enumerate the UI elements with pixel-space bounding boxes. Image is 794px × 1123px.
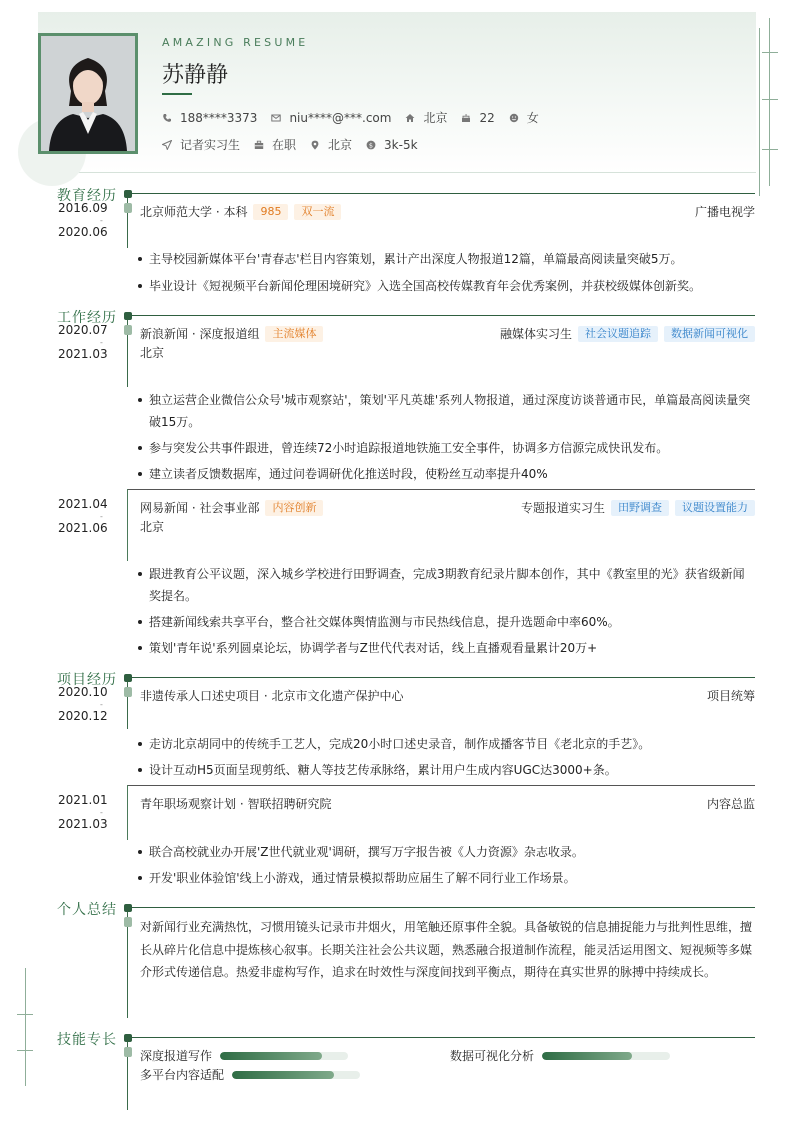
age-info [461,111,494,125]
contact-row [162,109,553,126]
role-group [521,499,755,516]
skill-tag: 数据新闻可视化 [664,326,755,342]
gender-text: 女 [526,111,539,125]
skill-item [140,1066,360,1083]
residence-text: 北京 [423,111,448,125]
project-end-date: 2020.12 [58,709,108,723]
entry-divider [128,489,755,490]
date-separator: - [100,338,103,347]
gender-info [509,109,539,126]
salary-text: 3k-5k [384,137,418,152]
smile-icon [509,113,519,123]
email-text: niu****@***.com [289,110,392,125]
entry-marker [124,325,132,335]
project-role: 内容总监 [706,797,755,811]
section-marker [124,904,132,912]
school-tag: 985 [253,204,288,220]
work-bullet: 搭建新闻线索共享平台，整合社交媒体舆情监测与市民热线信息，提升选题命中率60%。 [137,611,755,633]
status-text: 在职 [272,138,297,152]
briefcase-icon [254,140,264,150]
job-role: 融媒体实习生 [499,327,572,341]
skill-level-fill [542,1052,632,1060]
edu-end-date: 2020.06 [58,225,108,239]
project-title: 青年职场观察计划 · 智联招聘研究院 [140,797,332,811]
work-end-date: 2021.03 [58,347,108,361]
location-pin-icon [310,140,320,150]
svg-text:$: $ [368,140,374,149]
work-bullet: 参与突发公共事件跟进，曾连续72小时追踪报道地铁施工安全事件，协调多方信源完成快讯发布。 [137,437,755,459]
timeline-line [127,912,128,1018]
candidate-name: 苏静静 [162,63,229,88]
age-text: 22 [479,110,495,125]
project-start-date: 2021.01 [58,793,108,807]
skill-level-fill [232,1071,334,1079]
phone-text: 188****3373 [180,110,258,125]
work-city: 北京 [140,346,165,360]
phone-info [162,111,257,125]
profile-photo [38,33,138,154]
email-info [271,111,391,125]
section-divider [128,677,755,678]
work-bullet: 跟进教育公平议题，深入城乡学校进行田野调查，完成3期教育纪录片脚本创作，其中《教室里的光》获省级新闻奖提名。 [137,563,755,607]
section-title-education: 教育经历 [57,188,117,204]
mail-icon [271,113,281,123]
decor-line [17,1014,33,1015]
project-start-date: 2020.10 [58,685,108,699]
skill-item [450,1047,670,1064]
work-end-date: 2021.06 [58,521,108,535]
company-name: 网易新闻 · 社会事业部 [140,501,260,515]
education-bullet: 毕业设计《短视频平台新闻伦理困境研究》入选全国高校传媒教育年会优秀案例，并获校级媒体创新奖。 [137,275,755,297]
decor-line [762,52,778,53]
decor-line [17,1050,33,1051]
education-bullet: 主导校园新媒体平台'青春志'栏目内容策划，累计产出深度人物报道12篇，单篇最高阅读量突破5万。 [137,248,755,270]
skill-level-bar [232,1071,360,1079]
residence-info [405,109,447,126]
position-text: 记者实习生 [180,138,241,152]
section-title-summary: 个人总结 [57,902,117,918]
project-end-date: 2021.03 [58,817,108,831]
resume-tagline: AMAZING RESUME [162,36,309,49]
skill-item [140,1047,348,1064]
work-bullet: 建立读者反馈数据库，通过问卷调研优化推送时段，使粉丝互动率提升40% [137,463,755,485]
entry-marker [124,203,132,213]
timeline-line [127,489,128,561]
job-role: 专题报道实习生 [520,501,605,515]
skill-level-bar [220,1052,348,1060]
work-start-date: 2021.04 [58,497,108,511]
section-marker [124,190,132,198]
section-divider [128,1037,755,1038]
decor-line [762,99,778,100]
project-bullet: 设计互动H5页面呈现剪纸、糖人等技艺传承脉络，累计用户生成内容UGC达3000+条。 [137,759,755,781]
edu-start-date: 2016.09 [58,201,108,215]
section-marker [124,1034,132,1042]
section-title-skills: 技能专长 [57,1032,117,1048]
company-name: 新浪新闻 · 深度报道组 [140,327,260,341]
city-text: 北京 [328,138,353,152]
work-bullet: 策划'青年说'系列圆桌论坛，协调学者与Z世代代表对话，线上直播观看量累计20万+ [137,637,755,659]
skill-tag: 议题设置能力 [675,500,755,516]
skill-level-bar [542,1052,670,1060]
coin-icon [366,140,376,150]
major: 广播电视学 [694,205,755,219]
skill-name: 多平台内容适配 [140,1068,225,1082]
timeline-line [127,785,128,840]
section-divider [128,315,755,316]
skill-tag: 社会议题追踪 [578,326,658,342]
section-title-projects: 项目经历 [57,672,117,688]
date-separator: - [100,700,103,709]
date-separator: - [100,808,103,817]
job-intent-row [162,136,432,153]
company-tag: 内容创新 [265,500,323,516]
company-tag: 主流媒体 [265,326,323,342]
project-header [140,687,755,704]
skill-name: 深度报道写作 [140,1049,213,1063]
date-separator: - [100,216,103,225]
skill-level-fill [220,1052,322,1060]
entry-marker [124,687,132,697]
work-header [140,499,755,516]
project-header [140,795,755,812]
work-start-date: 2020.07 [58,323,108,337]
salary-info [366,138,418,152]
work-header [140,325,755,342]
city-info [310,136,352,153]
phone-icon [162,113,172,123]
work-bullet: 独立运营企业微信公众号'城市观察站'，策划'平凡英雄'系列人物报道，通过深度访谈普通市民，单篇最高阅读量突破15万。 [137,389,755,433]
status-info [254,136,296,153]
project-bullet: 走访北京胡同中的传统手工艺人，完成20小时口述史录音，制作成播客节目《老北京的手艺》。 [137,733,755,755]
header-divider [38,172,756,173]
section-title-work: 工作经历 [57,310,117,326]
summary-text: 对新闻行业充满热忱，习惯用镜头记录市井烟火，用笔触还原事件全貌。具备敏锐的信息捕捉能力与批判性思维，擅长从碎片化信息中提炼核心叙事。长期关注社会公共议题，熟悉融合报道制作流程，能灵活运用图文、短视频等多媒介形式传递信息。热爱非虚构写作，追求在时效性与深度间找到平衡点，期待在真实世界的脉搏中持续成长。 [140,920,753,979]
project-bullet: 开发'职业体验馆'线上小游戏，通过情景模拟帮助应届生了解不同行业工作场景。 [137,867,755,889]
project-title: 非遗传承人口述史项目 · 北京市文化遗产保护中心 [140,689,404,703]
entry-marker [124,917,132,927]
work-city: 北京 [140,520,165,534]
decor-line [759,28,760,196]
section-marker [124,312,132,320]
cake-icon [461,113,471,123]
project-role: 项目统筹 [706,689,755,703]
entry-divider [128,785,755,786]
decor-line [762,149,778,150]
decor-line [25,968,26,1086]
project-bullet: 联合高校就业办开展'Z世代就业观'调研，撰写万字报告被《人力资源》杂志收录。 [137,841,755,863]
date-separator: - [100,512,103,521]
name-underline [162,93,192,95]
skill-tag: 田野调查 [611,500,669,516]
send-icon [162,140,172,150]
section-marker [124,674,132,682]
section-divider [128,193,755,194]
entry-marker [124,1047,132,1057]
decor-line [769,18,770,186]
skill-name: 数据可视化分析 [450,1049,535,1063]
position-info [162,136,240,153]
education-header [140,203,755,220]
school-tag: 双一流 [294,204,341,220]
home-icon [405,113,415,123]
role-group [500,325,755,342]
school-name: 北京师范大学 · 本科 [140,205,248,219]
section-divider [128,907,755,908]
